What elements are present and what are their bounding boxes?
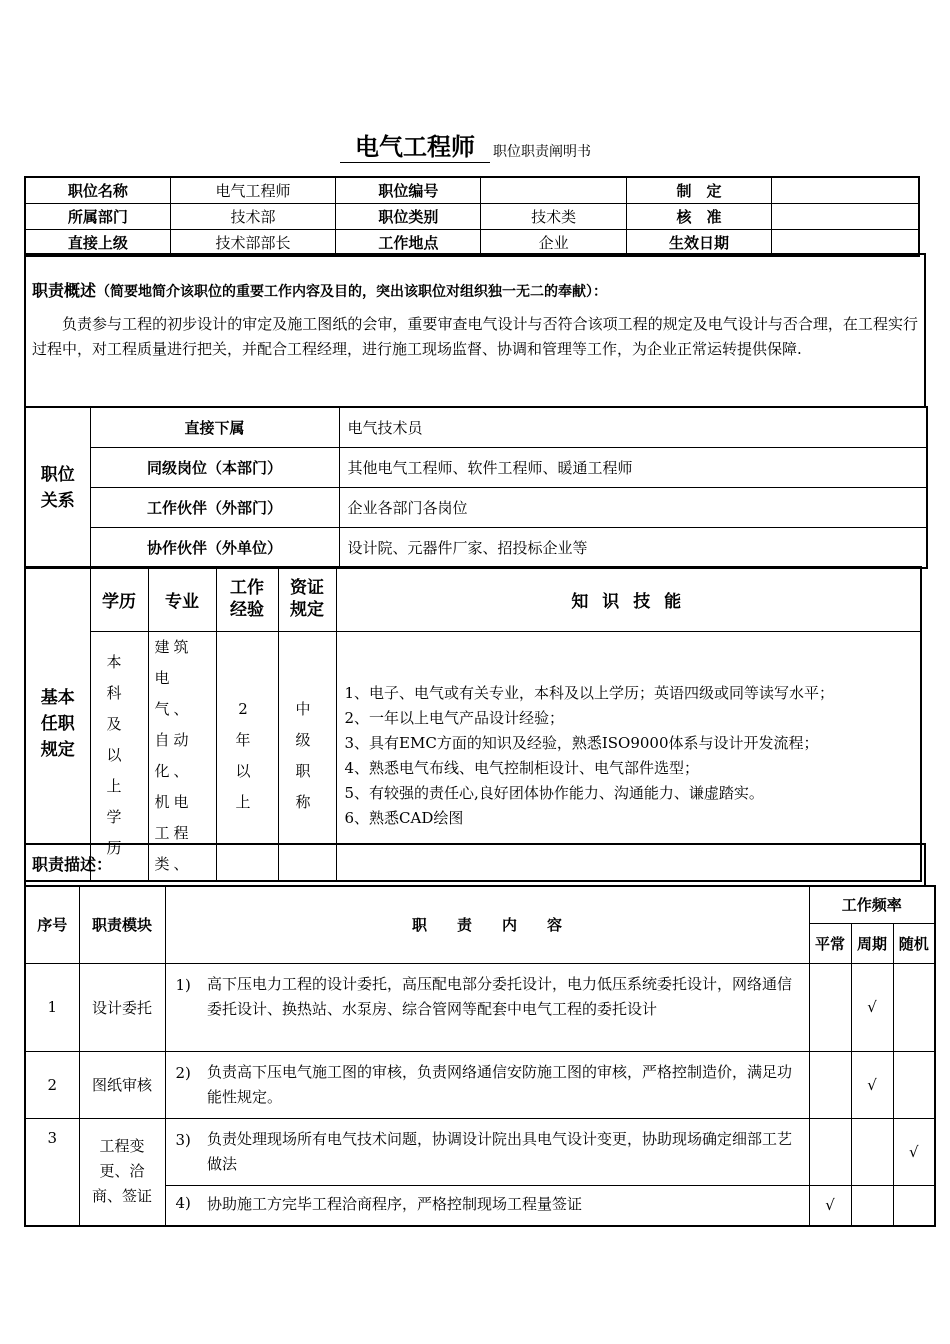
row-module: 工程变更、洽商、签证 [79, 1118, 165, 1226]
overview-heading [32, 278, 607, 301]
relation-value: 其他电气工程师、软件工程师、暖通工程师 [339, 448, 927, 488]
value-major: 建筑电气、自动化、机电工程类、 [148, 631, 216, 881]
value-experience: 2 年以上 [216, 631, 278, 881]
value-prepared [772, 177, 919, 204]
value-position-category: 技术类 [481, 204, 626, 230]
header-module: 职责模块 [79, 886, 165, 963]
freq-routine-cell [809, 963, 851, 1051]
skill-item: 4、熟悉电气布线、电气控制柜设计、电气部件选型； [344, 758, 700, 777]
responsibilities-heading-box [24, 843, 926, 887]
header-content: 职 责 内 容 [165, 886, 809, 963]
overview-note: （简要地简介该职位的重要工作内容及目的，突出该职位对组织独一无二的奉献）： [96, 284, 608, 300]
document-title [340, 132, 640, 166]
relation-key: 协作伙伴（外单位） [90, 528, 339, 569]
value-certificate: 中级职称 [278, 631, 336, 881]
row-content: 协助施工方完毕工程洽商程序，严格控制现场工程量签证 [199, 1185, 809, 1226]
value-approved [772, 204, 919, 230]
responsibilities-table [24, 885, 936, 1227]
row-number: 3 [25, 1118, 79, 1226]
qualifications-table [24, 566, 922, 882]
freq-periodic-cell [851, 1118, 893, 1185]
value-education: 本科及以上学历 [90, 631, 148, 881]
row-number: 2 [25, 1051, 79, 1118]
value-department: 技术部 [170, 204, 335, 230]
row-index: 2) [165, 1051, 199, 1118]
relation-key: 直接下属 [90, 407, 339, 448]
label-position-name: 职位名称 [25, 177, 170, 204]
row-content: 负责高下压电气施工图的审核，负责网络通信安防施工图的审核，严格控制造价，满足功能性规定。 [199, 1051, 809, 1118]
header-freq-random: 随机 [893, 923, 935, 963]
header-skills: 知 识 技 能 [336, 567, 921, 631]
freq-random-cell [893, 1185, 935, 1226]
value-work-location: 企业 [481, 230, 626, 257]
freq-routine-cell [809, 1118, 851, 1185]
relation-value: 设计院、元器件厂家、招投标企业等 [339, 528, 927, 569]
label-prepared: 制 定 [626, 177, 771, 204]
skill-item: 2、一年以上电气产品设计经验； [344, 708, 565, 727]
label-position-code: 职位编号 [336, 177, 481, 204]
row-index: 4) [165, 1185, 199, 1226]
skill-item: 6、熟悉CAD绘图 [344, 808, 464, 827]
qualifications-label: 基本任职规定 [25, 567, 90, 881]
header-freq-routine: 平常 [809, 923, 851, 963]
value-supervisor: 技术部部长 [170, 230, 335, 257]
freq-periodic-check: √ [851, 963, 893, 1051]
relation-key: 同级岗位（本部门） [90, 448, 339, 488]
freq-random-check: √ [893, 1118, 935, 1185]
relations-table [24, 406, 928, 569]
freq-random-cell [893, 1051, 935, 1118]
freq-periodic-cell [851, 1185, 893, 1226]
overview-text: 负责参与工程的初步设计的审定及施工图纸的会审，重要审查电气设计与否符合该项工程的规定及电气设计与否合理，在工程实行过程中，对工程质量进行把关，并配合工程经理，进行施工现场监督、协调和管理等工作，为企业正常运转提供保障. [32, 315, 918, 358]
relation-value: 企业各部门各岗位 [339, 488, 927, 528]
row-module: 图纸审核 [79, 1051, 165, 1118]
row-index: 1) [165, 963, 199, 1051]
label-work-location: 工作地点 [336, 230, 481, 257]
skill-item: 5、有较强的责任心,良好团体协作能力、沟通能力、谦虚踏实。 [344, 783, 764, 802]
row-index: 3) [165, 1118, 199, 1185]
freq-routine-cell [809, 1051, 851, 1118]
responsibilities-heading: 职责描述： [32, 855, 113, 874]
header-certificate: 资证规定 [278, 567, 336, 631]
header-experience: 工作经验 [216, 567, 278, 631]
relation-value: 电气技术员 [339, 407, 927, 448]
header-major: 专业 [148, 567, 216, 631]
label-position-category: 职位类别 [336, 204, 481, 230]
skill-item: 3、具有EMC方面的知识及经验，熟悉ISO9000体系与设计开发流程； [344, 733, 819, 752]
label-department: 所属部门 [25, 204, 170, 230]
freq-routine-check: √ [809, 1185, 851, 1226]
label-approved: 核 准 [626, 204, 771, 230]
value-position-name: 电气工程师 [170, 177, 335, 204]
title-sub: 职位职责阐明书 [493, 144, 591, 160]
relation-key: 工作伙伴（外部门） [90, 488, 339, 528]
value-position-code [481, 177, 626, 204]
basic-info-table [24, 176, 920, 257]
skill-item: 1、电子、电气或有关专业，本科及以上学历；英语四级或同等读写水平； [344, 683, 835, 702]
freq-random-cell [893, 963, 935, 1051]
row-module: 设计委托 [79, 963, 165, 1051]
header-frequency: 工作频率 [809, 886, 935, 923]
label-supervisor: 直接上级 [25, 230, 170, 257]
header-number: 序号 [25, 886, 79, 963]
freq-periodic-check: √ [851, 1051, 893, 1118]
row-number: 1 [25, 963, 79, 1051]
row-content: 高下压电力工程的设计委托，高压配电部分委托设计，电力低压系统委托设计，网络通信委托设计、换热站、水泵房、综合管网等配套中电气工程的委托设计 [199, 963, 809, 1051]
row-content: 负责处理现场所有电气技术问题，协调设计院出具电气设计变更，协助现场确定细部工艺做法 [199, 1118, 809, 1185]
overview-heading-text: 职责概述 [32, 281, 97, 300]
title-main: 电气工程师 [340, 132, 490, 163]
label-effective-date: 生效日期 [626, 230, 771, 257]
relations-label: 职位关系 [25, 407, 90, 568]
header-education: 学历 [90, 567, 148, 631]
header-freq-periodic: 周期 [851, 923, 893, 963]
